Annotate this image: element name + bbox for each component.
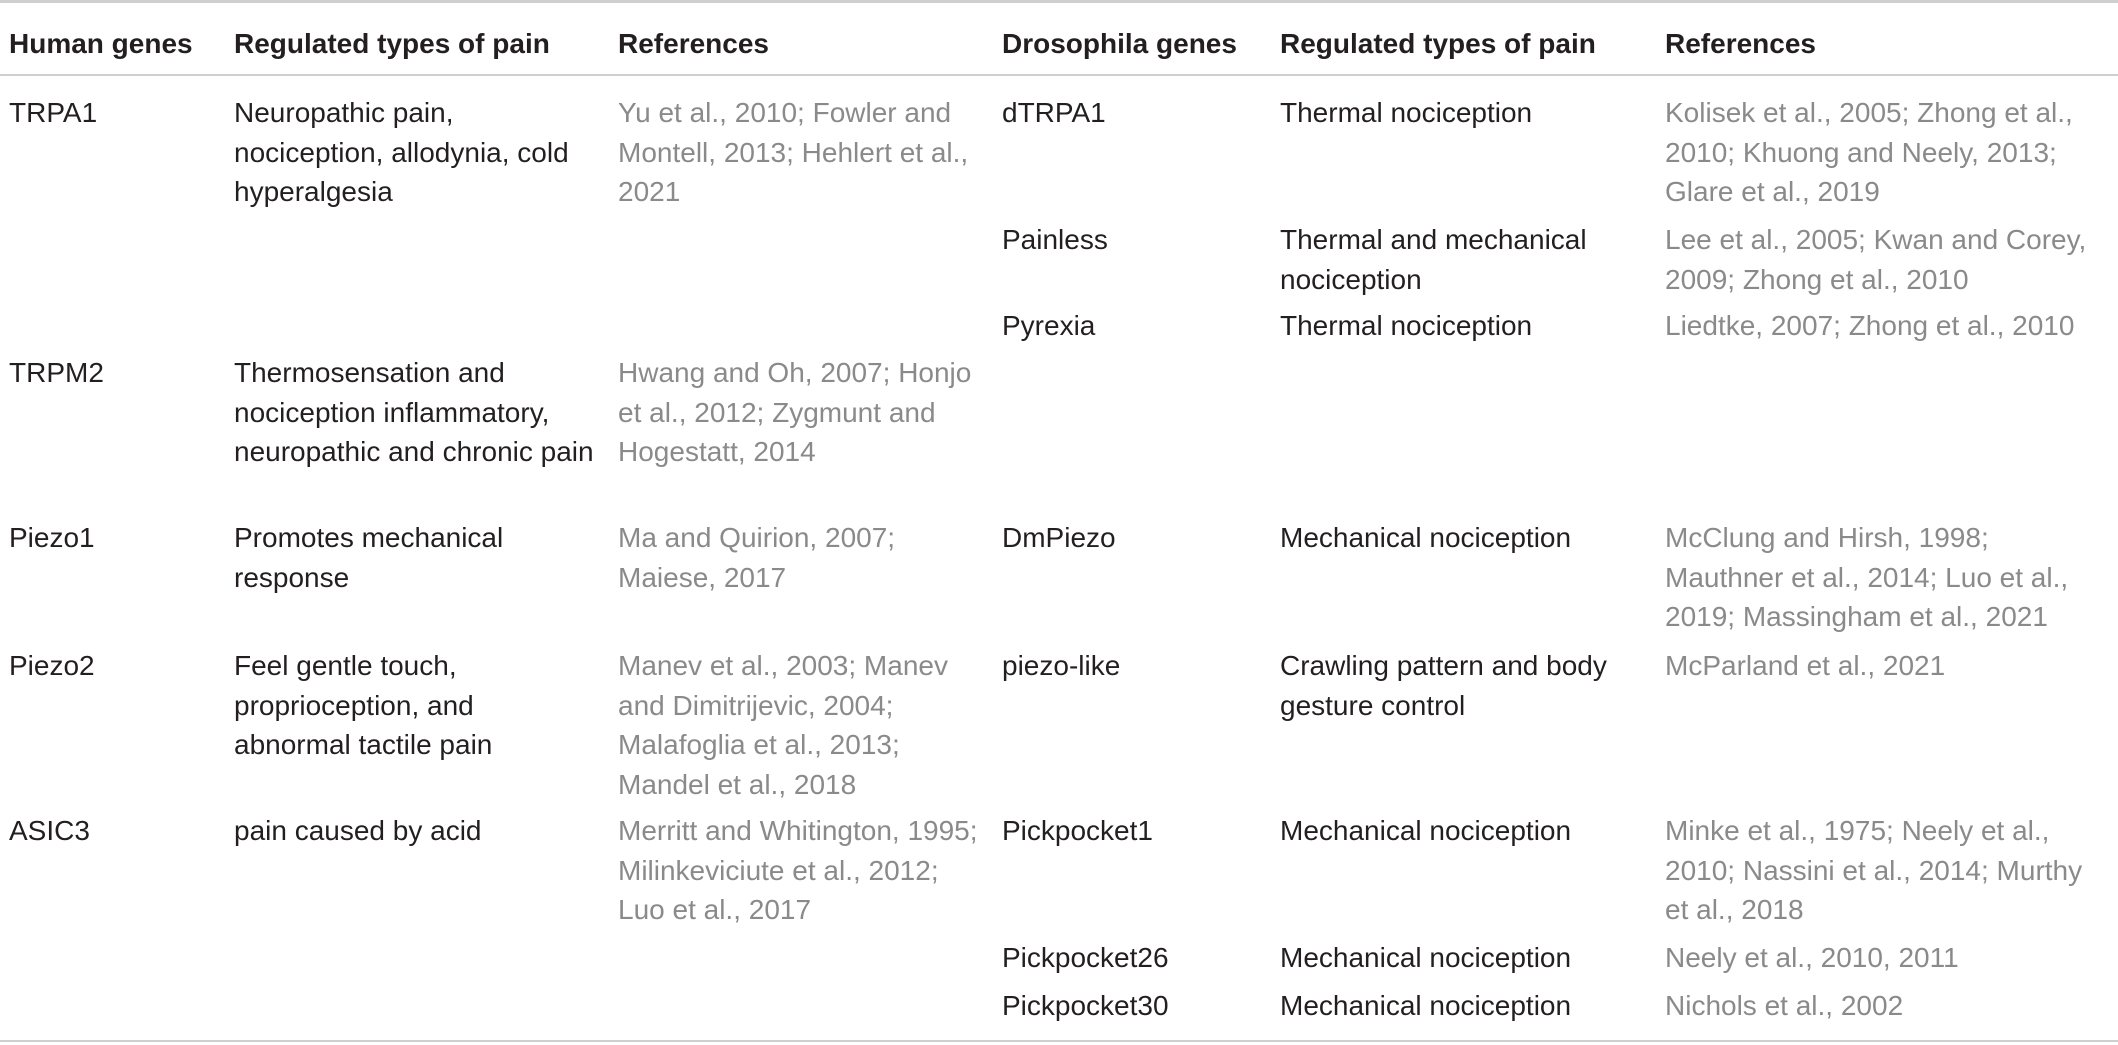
human-pain-asic3: pain caused by acid [234, 815, 482, 846]
header-human-references: References [618, 28, 769, 59]
dros-pain-pyrexia: Thermal nociception [1280, 310, 1533, 341]
dros-gene-pyrexia: Pyrexia [1002, 310, 1096, 341]
dros-gene-painless: Painless [1002, 224, 1108, 255]
dros-gene-piezo-like: piezo-like [1002, 650, 1121, 681]
human-gene-piezo1: Piezo1 [9, 522, 95, 553]
dros-pain-pickpocket30: Mechanical nociception [1280, 990, 1572, 1021]
human-gene-piezo2: Piezo2 [9, 650, 95, 681]
dros-gene-dmpiezo: DmPiezo [1002, 522, 1116, 553]
human-refs-piezo2: Manev et al., 2003; Manev and Dimitrijevic, 2004; Malafoglia et al., 2013; Mandel et al., 2018 [618, 650, 948, 800]
human-gene-asic3: ASIC3 [9, 815, 90, 846]
human-refs-asic3: Merritt and Whitington, 1995; Milinkeviciute et al., 2012; Luo et al., 2017 [618, 815, 978, 925]
dros-pain-dmpiezo: Mechanical nociception [1280, 522, 1572, 553]
dros-gene-pickpocket30: Pickpocket30 [1002, 990, 1169, 1021]
header-drosophila-genes: Drosophila genes [1002, 28, 1237, 59]
dros-pain-painless: Thermal and mechanical nociception [1280, 224, 1587, 295]
dros-refs-pickpocket30: Nichols et al., 2002 [1665, 990, 1904, 1021]
header-human-pain-types: Regulated types of pain [234, 28, 550, 59]
dros-refs-dmpiezo: McClung and Hirsh, 1998; Mauthner et al., 2014; Luo et al., 2019; Massingham et al., 2021 [1665, 522, 2069, 632]
human-pain-trpm2: Thermosensation and nociception inflammatory, neuropathic and chronic pain [234, 357, 594, 467]
dros-pain-pickpocket1: Mechanical nociception [1280, 815, 1572, 846]
human-gene-trpa1: TRPA1 [9, 97, 98, 128]
human-pain-piezo2: Feel gentle touch, proprioception, and abnormal tactile pain [234, 650, 493, 760]
dros-refs-pickpocket26: Neely et al., 2010, 2011 [1665, 942, 1959, 973]
dros-gene-dtrpa1: dTRPA1 [1002, 97, 1106, 128]
human-refs-piezo1: Ma and Quirion, 2007; Maiese, 2017 [618, 522, 896, 593]
human-refs-trpa1: Yu et al., 2010; Fowler and Montell, 2013; Hehlert et al., 2021 [618, 97, 969, 207]
dros-refs-pyrexia: Liedtke, 2007; Zhong et al., 2010 [1665, 310, 2075, 341]
dros-refs-piezo-like: McParland et al., 2021 [1665, 650, 1946, 681]
dros-pain-piezo-like: Crawling pattern and body gesture control [1280, 650, 1607, 721]
header-drosophila-references: References [1665, 28, 1816, 59]
dros-pain-dtrpa1: Thermal nociception [1280, 97, 1533, 128]
human-gene-trpm2: TRPM2 [9, 357, 104, 388]
header-human-genes: Human genes [9, 28, 193, 59]
human-refs-trpm2: Hwang and Oh, 2007; Honjo et al., 2012; Zygmunt and Hogestatt, 2014 [618, 357, 972, 467]
dros-pain-pickpocket26: Mechanical nociception [1280, 942, 1572, 973]
human-pain-piezo1: Promotes mechanical response [234, 522, 504, 593]
table-bottom-rule [0, 1040, 2118, 1042]
dros-refs-dtrpa1: Kolisek et al., 2005; Zhong et al., 2010; Khuong and Neely, 2013; Glare et al., 2019 [1665, 97, 2073, 207]
dros-gene-pickpocket26: Pickpocket26 [1002, 942, 1169, 973]
dros-gene-pickpocket1: Pickpocket1 [1002, 815, 1153, 846]
dros-refs-pickpocket1: Minke et al., 1975; Neely et al., 2010; Nassini et al., 2014; Murthy et al., 2018 [1665, 815, 2083, 925]
human-pain-trpa1: Neuropathic pain, nociception, allodynia, cold hyperalgesia [234, 97, 569, 207]
header-drosophila-pain-types: Regulated types of pain [1280, 28, 1596, 59]
table-header-row [0, 0, 2118, 76]
dros-refs-painless: Lee et al., 2005; Kwan and Corey, 2009; Zhong et al., 2010 [1665, 224, 2087, 295]
